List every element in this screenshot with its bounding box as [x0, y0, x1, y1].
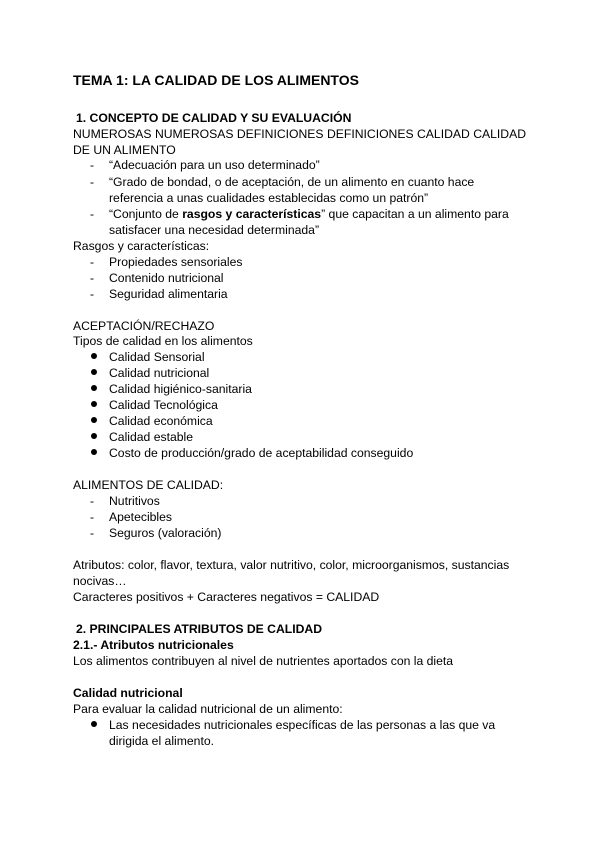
calidad-nutricional-intro: Para evaluar la calidad nutricional de un alimento:	[73, 702, 343, 716]
section1-line1: NUMEROSAS NUMEROSAS DEFINICIONES DEFINICIONES CALIDAD CALIDAD	[73, 127, 527, 141]
section1-heading: 1. CONCEPTO DE CALIDAD Y SU EVALUACIÓN	[76, 111, 352, 125]
tipos-item: Costo de producción/grado de aceptabilidad conseguido	[109, 446, 414, 460]
bullet-dot	[91, 449, 97, 455]
bullet-dot	[91, 369, 97, 375]
definition-item-cont: referencia a unas cualidades establecidas como un patrón”	[109, 191, 429, 205]
rasgos-label: Rasgos y características:	[73, 239, 210, 253]
document-title: TEMA 1: LA CALIDAD DE LOS ALIMENTOS	[73, 72, 359, 88]
section2-heading: 2. PRINCIPALES ATRIBUTOS DE CALIDAD	[76, 622, 323, 636]
rasgos-item: Propiedades sensoriales	[109, 255, 243, 269]
alimentos-item: Seguros (valoración)	[109, 526, 222, 540]
definition-pre: “Conjunto de	[109, 207, 183, 221]
definition-item: “Grado de bondad, o de aceptación, de un alimento en cuanto hace	[109, 175, 475, 189]
definition-post: ” que capacitan a un alimento para	[321, 207, 509, 221]
calidad-nutricional-item: Las necesidades nutricionales específicas de las personas a las que va	[109, 718, 496, 732]
definition-bold: rasgos y características	[182, 207, 322, 221]
rasgos-item: Contenido nutricional	[109, 271, 224, 285]
dash-marker: -	[90, 494, 95, 508]
dash-marker: -	[90, 158, 95, 172]
tipos-item: Calidad económica	[109, 414, 213, 428]
alimentos-label: ALIMENTOS DE CALIDAD:	[73, 478, 224, 492]
tipos-item: Calidad nutricional	[109, 366, 210, 380]
bullet-dot	[91, 385, 97, 391]
bullet-dot	[91, 721, 97, 727]
dash-marker: -	[90, 287, 95, 301]
alimentos-item: Apetecibles	[109, 510, 173, 524]
dash-marker: -	[90, 175, 95, 189]
dash-marker: -	[90, 255, 95, 269]
bullet-dot	[91, 401, 97, 407]
tipos-item: Calidad estable	[109, 430, 194, 444]
tipos-item: Calidad higiénico-sanitaria	[109, 382, 252, 396]
atributos-line-cont: nocivas…	[73, 574, 127, 588]
dash-marker: -	[90, 510, 95, 524]
dash-marker: -	[90, 271, 95, 285]
definition-item-cont: satisfacer una necesidad determinada”	[109, 223, 320, 237]
aceptacion-label: ACEPTACIÓN/RECHAZO	[73, 319, 215, 333]
rasgos-item: Seguridad alimentaria	[109, 287, 228, 301]
definition-item: “Adecuación para un uso determinado”	[109, 158, 320, 172]
calidad-nutricional-heading: Calidad nutricional	[73, 686, 183, 700]
calidad-nutricional-item-cont: dirigida el alimento.	[109, 734, 215, 748]
section1-line2: DE UN ALIMENTO	[73, 143, 176, 157]
section2-intro: Los alimentos contribuyen al nivel de nutrientes aportados con la dieta	[73, 654, 454, 668]
dash-marker: -	[90, 207, 95, 221]
alimentos-item: Nutritivos	[109, 494, 160, 508]
calidad-formula: Caracteres positivos + Caracteres negativos = CALIDAD	[73, 590, 380, 604]
bullet-dot	[91, 353, 97, 359]
tipos-label: Tipos de calidad en los alimentos	[73, 334, 253, 348]
definition-item	[109, 206, 509, 222]
bullet-dot	[91, 433, 97, 439]
dash-marker: -	[90, 526, 95, 540]
tipos-item: Calidad Sensorial	[109, 350, 205, 364]
bullet-dot	[91, 417, 97, 423]
tipos-item: Calidad Tecnológica	[109, 398, 218, 412]
section2-subheading: 2.1.- Atributos nutricionales	[73, 638, 234, 652]
atributos-line: Atributos: color, flavor, textura, valor nutritivo, color, microorganismos, sustancias	[73, 558, 510, 572]
